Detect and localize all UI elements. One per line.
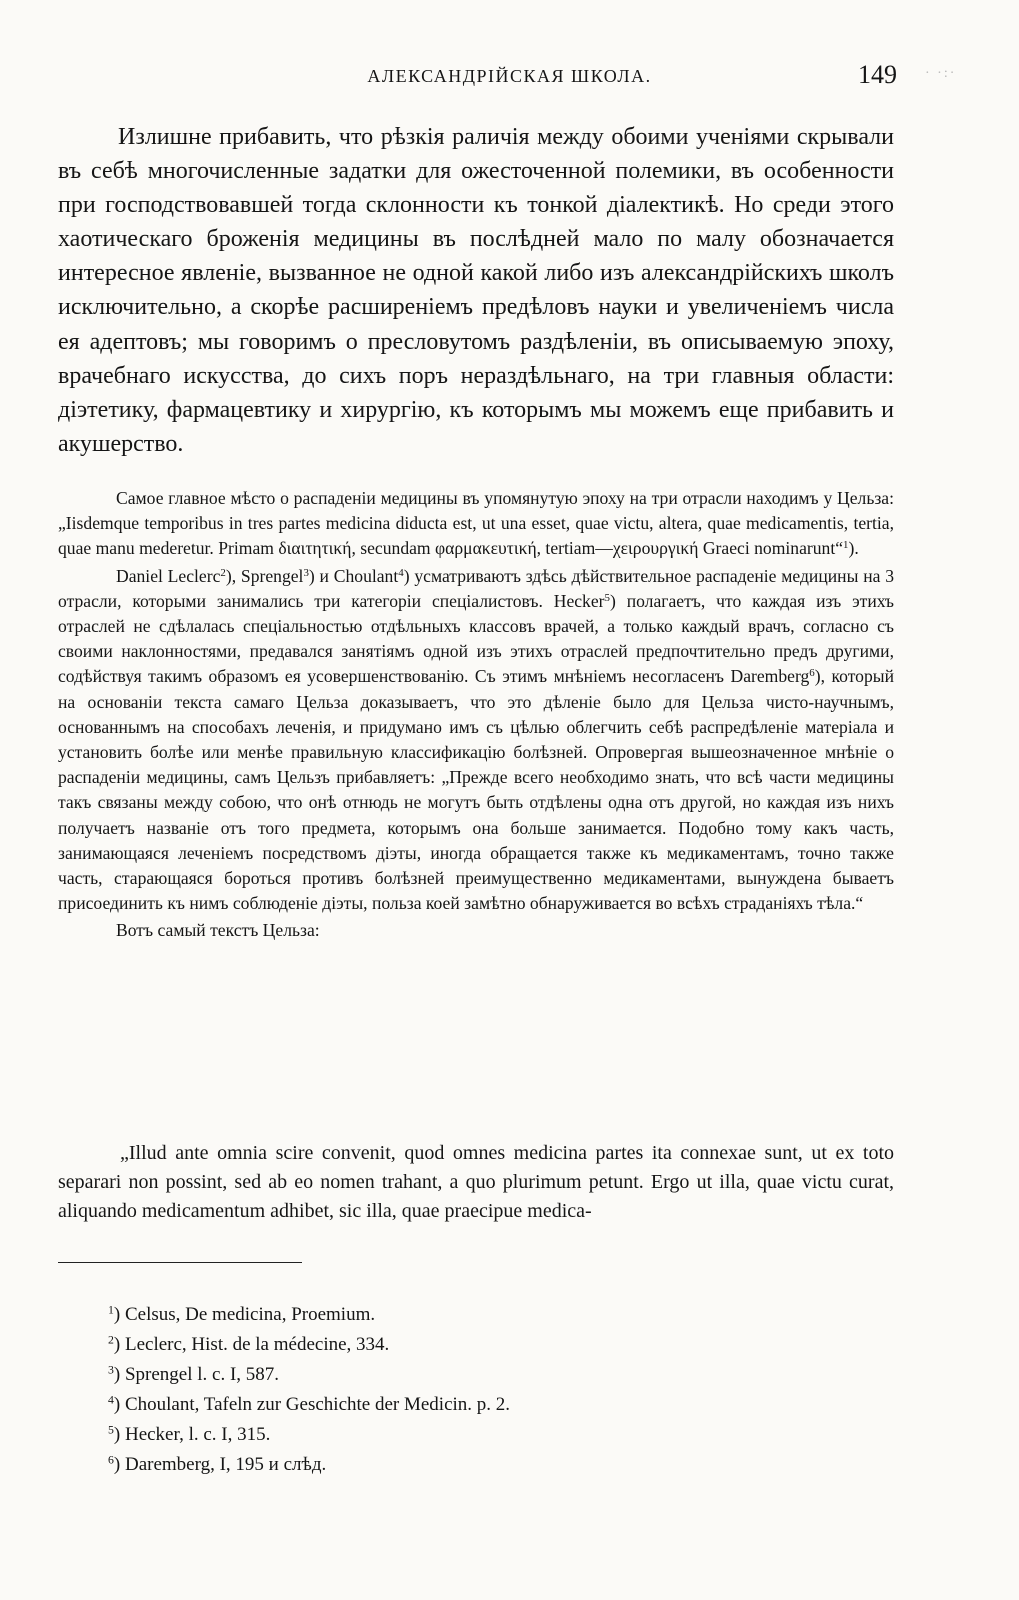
edge-marks: · ·:· bbox=[925, 66, 957, 81]
footnote-author: Hecker bbox=[124, 1424, 180, 1445]
paragraph-2-text: Самое главное мѣсто о распаденіи медицины въ упомянутую эпоху на три отрасли находимъ у Цельза: „Iisdemque temporibus in tres partes medicina diducta est, ut una esset, quae victu, altera, quae medicamentis, tertia, quae manu mederetur. Primam διαιτητική, secundam φαρμακευτική, tertiam—χειρουργική Graeci nominarunt“ bbox=[58, 488, 894, 559]
footnote-ref-4: 4 bbox=[398, 566, 404, 579]
footnotes bbox=[108, 1300, 510, 1480]
latin-quote: „Illud ante omnia scire convenit, quod omnes medicina partes ita connexae sunt, ut ex toto separari non possint, sed ab eo nomen trahant, a quo plurimum petunt. Ergo ut illa, quae victu curat, aliquando medicamentum adhibet, sic illa, quae praecipue medica- bbox=[58, 1142, 894, 1222]
footnote-ref-6: 6 bbox=[809, 667, 815, 680]
footnote-2: $^2$) Leclerc, Hist. de la médecine, 334. bbox=[108, 1333, 390, 1355]
footnote-divider bbox=[58, 1262, 302, 1263]
paragraph-4: Вотъ самый текстъ Цельза: bbox=[116, 920, 320, 941]
name-leclerc: Daniel Leclerc bbox=[116, 565, 221, 586]
footnote-3: $^3$) Sprengel l. c. I, 587. bbox=[108, 1363, 280, 1385]
name-hecker: Hecker bbox=[553, 590, 605, 611]
footnote-author: Celsus bbox=[124, 1304, 176, 1325]
footnote-author: Leclerc bbox=[124, 1334, 182, 1355]
footnote-ref-2: 2 bbox=[220, 566, 226, 579]
footnote-ref-1: 1 bbox=[843, 539, 849, 552]
small-text-block bbox=[58, 486, 894, 944]
paragraph-3: Daniel Leclerc$^2$), Sprengel$^3$) и Choulant$^4$) усматриваютъ здѣсь дѣйствительное распаденіе медицины на 3 отрасли, которыми занимались три категоріи спеціалистовъ. Hecker$^5$) полагаетъ, что каждая изъ этихъ отраслей не сдѣлалась спеціальностью отдѣльныхъ классовъ врачей, а только каждый врачъ, согласно съ своими наклонностями, предавался занятіямъ одной изъ этихъ отраслей предпочтительно предъ другими, содѣйствуя такимъ образомъ ея усовершенствованію. Съ этимъ мнѣніемъ несогласенъ Daremberg$^6$), который на основаніи текста самаго Цельза доказываетъ, что это дѣленіе было для Цельза чисто-научнымъ, основаннымъ на способахъ леченія, и придумано имъ съ цѣлью облегчить себѣ распредѣленіе матеріала и установить болѣе или менѣе правильную классификацію болѣзней. Опровергая вышеозначенное мнѣніе о распаденіи медицины, самъ Цельзъ прибавляетъ: „Прежде всего необходимо знать, что всѣ части медицины такъ связаны между собою, что онѣ отнюдь не могутъ быть отдѣлены одна отъ другой, но каждая изъ нихъ получаетъ названіе отъ того предмета, которымъ она больше занимается. Подобно тому какъ часть, занимающаяся леченіемъ посредствомъ діэты, иногда обращается также къ медикаментамъ, точно также часть, старающаяся бороться противъ болѣзней преимущественно медикаментами, вынуждена бываетъ присоединить къ нимъ соблюденіе діэты, польза коей замѣтно обнаруживается во всѣхъ страданіяхъ тѣла.“ bbox=[58, 565, 894, 914]
latin-quote-block bbox=[58, 1139, 894, 1226]
footnote-4: $^4$) Choulant, Tafeln zur Geschichte der Medicin. p. 2. bbox=[108, 1393, 511, 1415]
main-text bbox=[58, 120, 894, 461]
footnote-ref-5: 5 bbox=[604, 591, 610, 604]
footnote-author: Daremberg bbox=[124, 1454, 211, 1475]
running-title: АЛЕКСАНДРІЙСКАЯ ШКОЛА. bbox=[367, 66, 652, 86]
name-daremberg: Daremberg bbox=[730, 666, 810, 687]
footnote-ref-1-suffix: ) bbox=[848, 538, 855, 559]
paragraph-1: Излишне прибавить, что рѣзкія раличія между обоими ученіями скрывали въ себѣ многочисленные задатки для ожесточенной полемики, въ особенности при господствовавшей тогда склонности къ тонкой діалектикѣ. Но среди этого хаотическаго броженія медицины въ послѣдней мало по малу обозначается интересное явленіе, вызванное не одной какой либо изъ александрійскихъ школъ исключительно, а скорѣе расширеніемъ предѣловъ науки и увеличеніемъ числа ея адептовъ; мы говоримъ о пресловутомъ раздѣленіи, въ описываемую эпоху, врачебнаго искусства, до сихъ поръ нераздѣльнаго, на три главныя области: діэтетику, фармацевтику и хирургію, къ которымъ мы можемъ еще прибавить и акушерство. bbox=[58, 124, 894, 457]
page-number: 149 bbox=[858, 60, 897, 89]
footnote-author: Choulant bbox=[124, 1394, 195, 1415]
name-sprengel: Sprengel bbox=[240, 565, 304, 586]
footnote-6: $^6$) Daremberg, I, 195 и слѣд. bbox=[108, 1453, 327, 1475]
footnote-ref-3: 3 bbox=[303, 566, 309, 579]
footnote-author: Sprengel bbox=[124, 1364, 193, 1385]
footnote-5: $^5$) Hecker, l. c. I, 315. bbox=[108, 1423, 271, 1445]
paragraph-2 bbox=[58, 486, 894, 562]
footnote-1: $^1$) Celsus, De medicina, Proemium. bbox=[108, 1303, 376, 1325]
name-choulant: Choulant bbox=[333, 565, 399, 586]
paragraph-2-end: . bbox=[854, 538, 859, 559]
